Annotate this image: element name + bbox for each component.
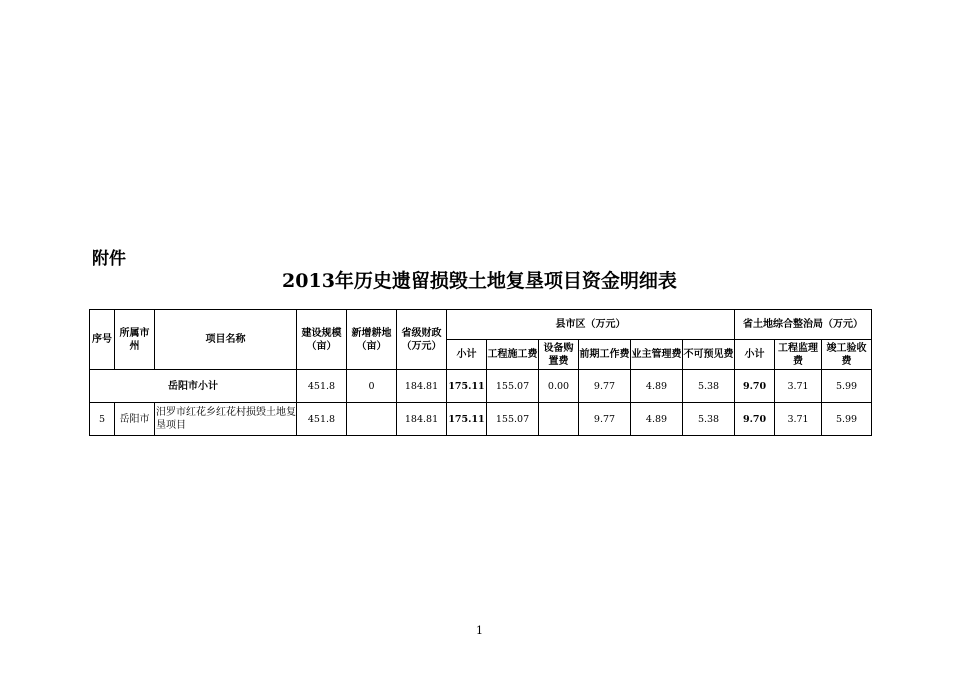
cell-preliminary: 9.77: [579, 403, 631, 436]
cell-bureau-subtotal: 9.70: [735, 370, 775, 403]
cell-county-subtotal: 175.11: [447, 370, 487, 403]
cell-provincial-funds: 184.81: [397, 370, 447, 403]
cell-new-land: [347, 403, 397, 436]
cell-unforeseen: 5.38: [683, 403, 735, 436]
header-unforeseen: 不可预见费: [683, 340, 735, 370]
cell-scale: 451.8: [297, 403, 347, 436]
cell-equipment: [539, 403, 579, 436]
cell-supervision: 3.71: [775, 370, 822, 403]
header-supervision: 工程监理费: [775, 340, 822, 370]
cell-owner-mgmt: 4.89: [631, 403, 683, 436]
cell-supervision: 3.71: [775, 403, 822, 436]
header-owner-mgmt: 业主管理费: [631, 340, 683, 370]
header-row-1: [90, 310, 872, 340]
page-number: 1: [476, 624, 483, 637]
header-bureau-subtotal: 小计: [735, 340, 775, 370]
header-provincial-funds: 省级财政（万元）: [397, 310, 447, 370]
cell-construction: 155.07: [487, 370, 539, 403]
document-title: 2013年历史遗留损毁土地复垦项目资金明细表: [282, 270, 677, 292]
cell-county-subtotal: 175.11: [447, 403, 487, 436]
header-county-subtotal: 小计: [447, 340, 487, 370]
table-row-subtotal: [90, 370, 872, 403]
cell-construction: 155.07: [487, 403, 539, 436]
header-preliminary: 前期工作费: [579, 340, 631, 370]
attachment-label: 附件: [92, 249, 126, 269]
cell-acceptance: 5.99: [822, 370, 872, 403]
cell-preliminary: 9.77: [579, 370, 631, 403]
header-construction: 工程施工费: [487, 340, 539, 370]
header-scale: 建设规模（亩）: [297, 310, 347, 370]
funding-detail-table: [89, 309, 872, 436]
header-new-land: 新增耕地（亩）: [347, 310, 397, 370]
cell-acceptance: 5.99: [822, 403, 872, 436]
header-seq: 序号: [90, 310, 115, 370]
cell-bureau-subtotal: 9.70: [735, 403, 775, 436]
header-equipment: 设备购置费: [539, 340, 579, 370]
header-bureau-group: 省土地综合整治局（万元）: [735, 310, 872, 340]
cell-new-land: 0: [347, 370, 397, 403]
cell-seq: 5: [90, 403, 115, 436]
cell-provincial-funds: 184.81: [397, 403, 447, 436]
header-county-group: 县市区（万元）: [447, 310, 735, 340]
cell-unforeseen: 5.38: [683, 370, 735, 403]
cell-scale: 451.8: [297, 370, 347, 403]
cell-equipment: 0.00: [539, 370, 579, 403]
cell-project-name: 汨罗市红花乡红花村损毁土地复垦项目: [155, 403, 297, 436]
cell-city: 岳阳市: [115, 403, 155, 436]
table-row: [90, 403, 872, 436]
header-city: 所属市州: [115, 310, 155, 370]
cell-owner-mgmt: 4.89: [631, 370, 683, 403]
header-acceptance: 竣工验收费: [822, 340, 872, 370]
subtotal-label: 岳阳市小计: [90, 370, 297, 403]
header-project: 项目名称: [155, 310, 297, 370]
